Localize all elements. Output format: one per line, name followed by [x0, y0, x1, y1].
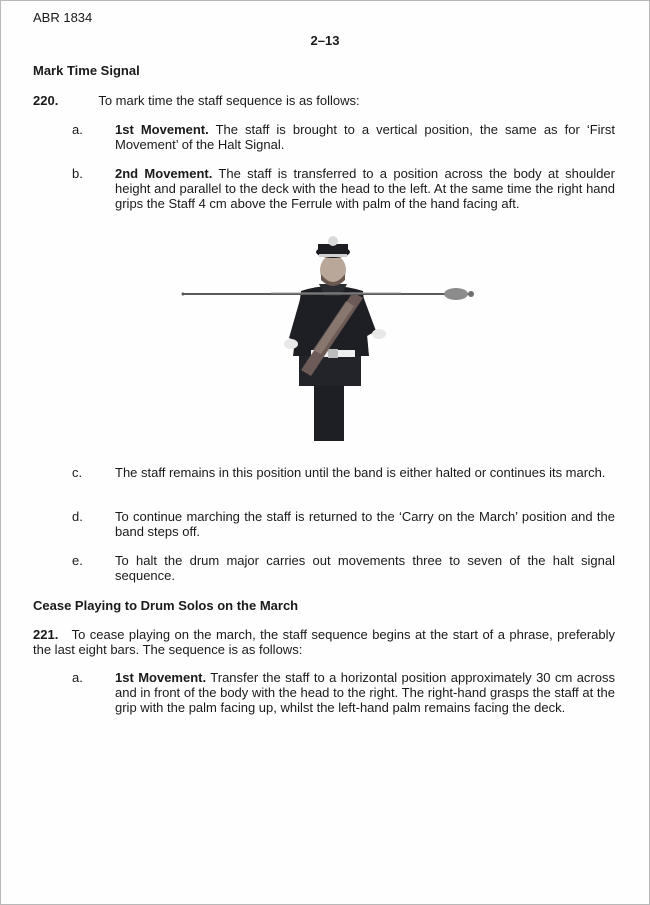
item-lead: 1st Movement. — [115, 670, 207, 685]
item-letter: c. — [72, 465, 83, 480]
list-item-a-221 — [72, 670, 615, 715]
drum-major-photo — [171, 226, 481, 446]
item-lead: 2nd Movement. — [115, 166, 213, 181]
item-text: The staff remains in this position until the band is either halted or continues its march. — [115, 465, 606, 480]
paragraph-text: To cease playing on the march, the staff sequence begins at the start of a phrase, preferably the last eight bars. The sequence is as follows: — [33, 627, 615, 657]
item-letter: b. — [72, 166, 83, 181]
item-letter: d. — [72, 509, 83, 524]
item-text: Transfer the staff to a horizontal position approximately 30 cm across and in front of the body with the head to the right. The right-hand grasps the staff at the grip with the palm facing up, whilst the left-hand palm remains facing the deck. — [115, 670, 615, 715]
item-lead: 1st Movement. — [115, 122, 209, 137]
list-item-a — [72, 122, 615, 152]
section-heading-mark-time: Mark Time Signal — [33, 63, 140, 78]
paragraph-221 — [33, 627, 615, 657]
drum-major-illustration — [171, 226, 481, 446]
document-code: ABR 1834 — [33, 10, 93, 25]
page-number: 2–13 — [310, 33, 340, 48]
item-text: The staff is brought to a vertical position, the same as for ‘First Movement’ of the Halt Signal. — [115, 122, 615, 152]
list-item-d — [72, 509, 615, 539]
section-heading-cease-playing: Cease Playing to Drum Solos on the March — [33, 598, 299, 613]
paragraph-text: To mark time the staff sequence is as follows: — [98, 93, 360, 108]
item-letter: a. — [72, 122, 83, 137]
list-item-c — [72, 465, 615, 480]
paragraph-220 — [33, 93, 615, 108]
paragraph-number: 221. — [33, 627, 59, 642]
item-letter: e. — [72, 553, 83, 568]
item-text: The staff is transferred to a position across the body at shoulder height and parallel to the deck with the head to the left. At the same time the right hand grips the Staff 4 cm above the Ferrule with palm of the hand facing aft. — [115, 166, 615, 211]
paragraph-number: 220. — [33, 93, 59, 108]
item-letter: a. — [72, 670, 83, 685]
item-text: To halt the drum major carries out movements three to seven of the halt signal sequence. — [115, 553, 615, 583]
item-text: To continue marching the staff is returned to the ‘Carry on the March’ position and the band steps off. — [115, 509, 615, 539]
list-item-b — [72, 166, 615, 211]
list-item-e — [72, 553, 615, 583]
